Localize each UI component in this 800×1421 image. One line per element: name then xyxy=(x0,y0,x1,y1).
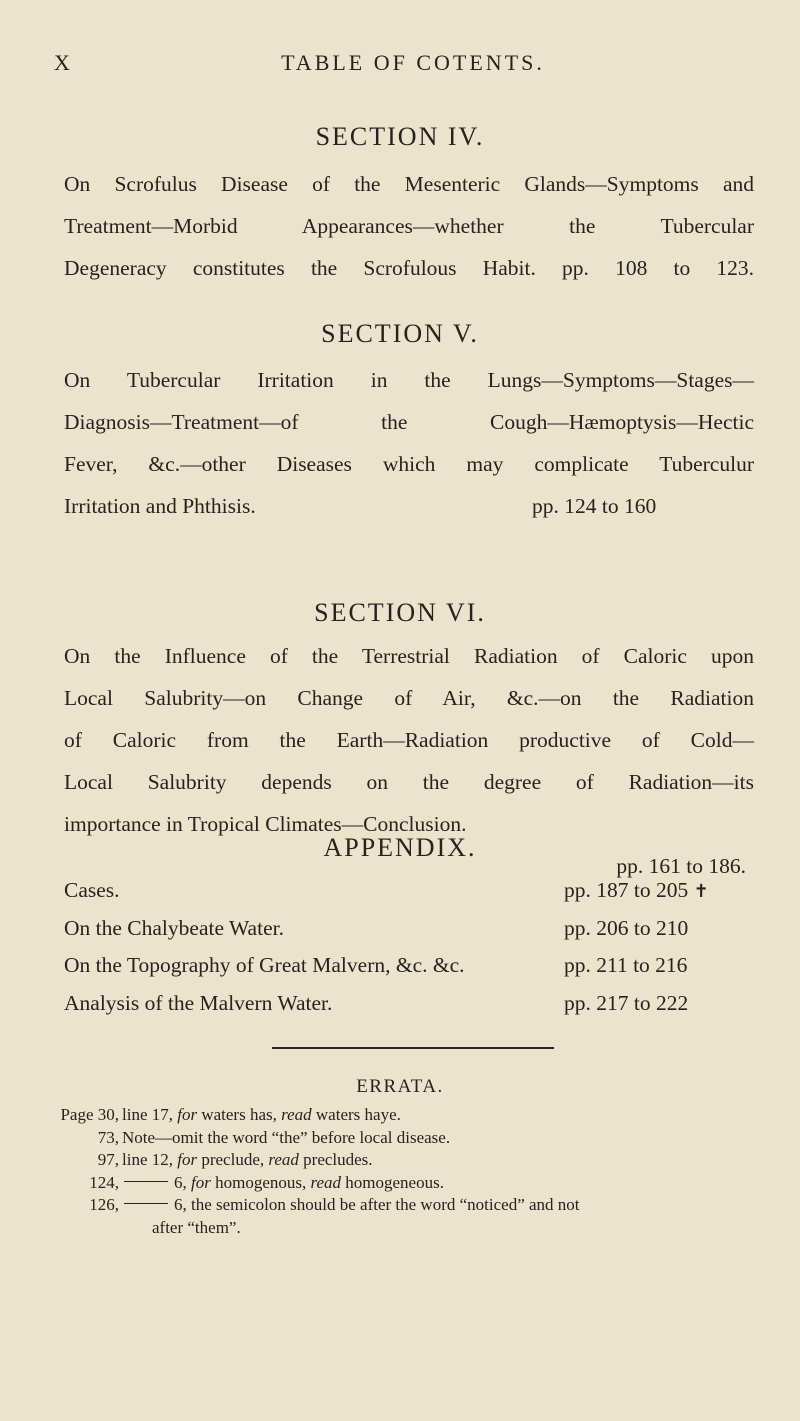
appendix-item-pages-wrap xyxy=(564,872,709,911)
summary-line: On Scrofulus Disease of the Mesenteric Glands—Symptoms and xyxy=(64,172,754,196)
errata-wrong: preclude, xyxy=(197,1150,269,1170)
errata-right: precludes. xyxy=(298,1150,373,1170)
appendix-item-title: Cases. xyxy=(64,878,120,902)
appendix-item-pages: pp. 206 to 210 xyxy=(564,915,689,940)
appendix-item-pages: pp. 187 to 205 xyxy=(564,878,689,902)
errata-locator: 6, xyxy=(174,1172,191,1192)
appendix-item xyxy=(64,910,764,948)
ditto-line xyxy=(124,1181,168,1182)
summary-line: Local Salubrity depends on the degree of Radiation—its xyxy=(64,770,754,794)
appendix-item-title: Analysis of the Malvern Water. xyxy=(64,990,333,1015)
appendix-list xyxy=(64,872,764,1022)
errata-read-word: read xyxy=(310,1172,342,1192)
appendix-item xyxy=(64,872,764,910)
errata-right: waters haye. xyxy=(311,1105,401,1124)
summary-line: importance in Tropical Climates—Conclusion. xyxy=(64,812,467,836)
running-title: TABLE OF COTENTS. xyxy=(281,50,545,75)
errata-heading: ERRATA. xyxy=(356,1076,444,1097)
summary-line: Diagnosis—Treatment—of the Cough—Hæmoptysis—Hectic xyxy=(64,410,754,434)
section-heading: SECTION V. xyxy=(321,319,479,348)
errata-right: homogeneous. xyxy=(341,1172,444,1192)
errata-entry xyxy=(54,1149,774,1172)
errata-text xyxy=(122,1104,401,1127)
errata-entry xyxy=(54,1104,774,1127)
summary-line: On Tubercular Irritation in the Lungs—Symptoms—Stages— xyxy=(64,368,754,392)
errata-text xyxy=(122,1172,444,1195)
errata-for-word: for xyxy=(177,1150,198,1170)
errata-page: Page 30, xyxy=(60,1105,119,1124)
errata-wrong: waters has, xyxy=(197,1105,282,1124)
summary-line: of Caloric from the Earth—Radiation productive of Cold— xyxy=(64,728,754,752)
summary-line: Degeneracy constitutes the Scrofulous Habit. pp. 108 to 123. xyxy=(64,256,754,280)
errata-entry-continuation xyxy=(54,1217,774,1240)
appendix-item-title: On the Chalybeate Water. xyxy=(64,915,284,940)
summary-line: Local Salubrity—on Change of Air, &c.—on the Radiation xyxy=(64,686,754,710)
errata-page: 126, xyxy=(89,1195,119,1215)
dagger-mark-icon: ✝ xyxy=(693,881,709,901)
summary-line: Fever, &c.—other Diseases which may complicate Tuberculur xyxy=(64,452,754,476)
summary-line: Treatment—Morbid Appearances—whether the Tubercular xyxy=(64,214,754,238)
errata-text xyxy=(122,1194,580,1217)
appendix-item xyxy=(64,985,764,1023)
errata-locator: line 12, xyxy=(122,1150,178,1170)
ditto-line xyxy=(124,1203,168,1204)
errata-entry xyxy=(54,1127,774,1150)
errata-text: after “them”. xyxy=(152,1217,241,1237)
running-head xyxy=(54,50,754,80)
errata-wrong: homogenous, xyxy=(210,1172,311,1192)
section-summary xyxy=(64,163,754,289)
errata-list xyxy=(54,1104,774,1240)
errata-text xyxy=(122,1149,373,1172)
errata-page: 73, xyxy=(97,1127,119,1147)
errata-for-word: for xyxy=(177,1105,198,1124)
errata-text: Note—omit the word “the” before local disease. xyxy=(122,1127,451,1147)
section-heading: SECTION IV. xyxy=(315,122,485,151)
page-number: X xyxy=(54,50,70,75)
page-range: pp. 161 to 186. xyxy=(616,854,746,878)
errata-page: 124, xyxy=(89,1172,119,1192)
errata-entry xyxy=(54,1194,774,1217)
appendix-item-pages: pp. 217 to 222 xyxy=(564,990,689,1015)
section-summary xyxy=(64,359,754,527)
appendix-heading: APPENDIX. xyxy=(323,833,477,862)
errata-body: 6, the semicolon should be after the word “noticed” and not xyxy=(174,1195,580,1215)
appendix-item-title: On the Topography of Great Malvern, &c. &c. xyxy=(64,953,465,977)
divider-rule xyxy=(272,1047,554,1049)
errata-locator: line 17, xyxy=(122,1105,178,1124)
summary-line: Irritation and Phthisis. xyxy=(64,494,256,518)
summary-line: On the Influence of the Terrestrial Radiation of Caloric upon xyxy=(64,644,754,668)
summary-line-with-pages xyxy=(64,485,754,527)
errata-read-word: read xyxy=(268,1150,299,1170)
errata-for-word: for xyxy=(191,1172,211,1192)
errata-read-word: read xyxy=(281,1105,312,1124)
page-range: pp. 124 to 160 xyxy=(532,494,657,518)
errata-page: 97, xyxy=(97,1150,119,1170)
section-heading: SECTION VI. xyxy=(314,598,486,627)
appendix-item xyxy=(64,947,764,985)
appendix-item-pages: pp. 211 to 216 xyxy=(564,953,688,977)
errata-entry xyxy=(54,1172,774,1195)
